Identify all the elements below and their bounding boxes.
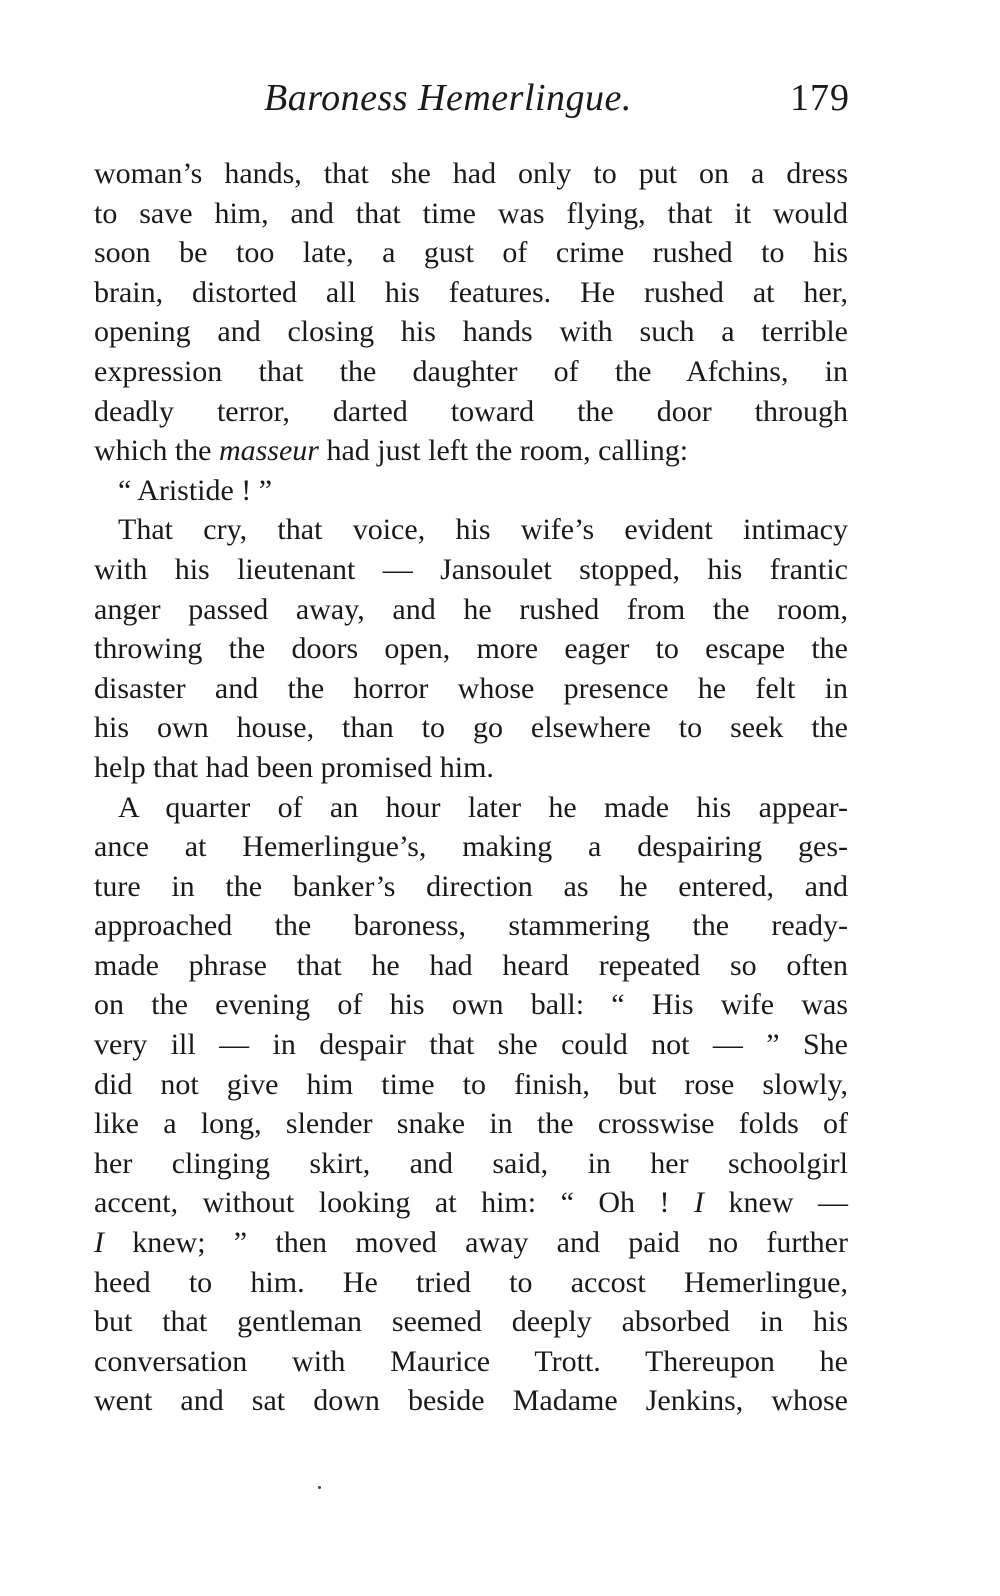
- italic-word: I: [94, 1226, 104, 1260]
- text-line: soon be too late, a gust of crime rushed to his: [94, 236, 848, 270]
- text-line: A quarter of an hour later he made his appear-: [118, 790, 848, 824]
- text-line: heed to him. He tried to accost Hemerlingue,: [94, 1265, 848, 1299]
- text-line: I knew; ” then moved away and paid no further: [94, 1226, 848, 1260]
- text-line: “ Aristide ! ”: [118, 473, 273, 507]
- text-line: approached the baroness, stammering the ready-: [94, 909, 848, 943]
- text-line: very ill — in despair that she could not — ” She: [94, 1028, 848, 1062]
- text-line: ture in the banker’s direction as he entered, and: [94, 869, 848, 903]
- text-line: woman’s hands, that she had only to put on a dress: [94, 157, 848, 190]
- text-line: went and sat down beside Madame Jenkins, whose: [94, 1384, 848, 1418]
- text-line: with his lieutenant — Jansoulet stopped, his frantic: [94, 552, 848, 586]
- text-line: on the evening of his own ball: “ His wife was: [94, 988, 848, 1022]
- text-line: help that had been promised him.: [94, 750, 494, 784]
- text-line: accent, without looking at him: “ Oh ! I knew —: [94, 1186, 849, 1220]
- text-line: like a long, slender snake in the crosswise folds of: [94, 1107, 848, 1141]
- page-number: 179: [790, 77, 850, 119]
- body-text: [94, 154, 848, 1421]
- text-line: opening and closing his hands with such a terrible: [94, 315, 848, 349]
- running-title: Baroness Hemerlingue.: [264, 77, 632, 119]
- text-line: which the masseur had just left the room, calling:: [94, 434, 689, 468]
- italic-word: masseur: [218, 434, 319, 468]
- text-line: disaster and the horror whose presence he felt in: [94, 671, 848, 705]
- paper-speck: [318, 1486, 321, 1489]
- text-line: his own house, than to go elsewhere to seek the: [94, 711, 848, 745]
- italic-word: I: [694, 1186, 705, 1220]
- text-line: anger passed away, and he rushed from the room,: [94, 592, 848, 626]
- text-line: conversation with Maurice Trott. Thereupon he: [94, 1344, 848, 1378]
- text-line: throwing the doors open, more eager to escape the: [94, 632, 848, 666]
- text-line: deadly terror, darted toward the door through: [94, 394, 848, 428]
- text-line: expression that the daughter of the Afchins, in: [94, 354, 848, 388]
- text-line: her clinging skirt, and said, in her schoolgirl: [94, 1146, 848, 1180]
- text-line: made phrase that he had heard repeated so often: [94, 948, 848, 982]
- text-line: to save him, and that time was flying, that it would: [94, 196, 848, 230]
- running-head: [94, 76, 850, 126]
- text-line: That cry, that voice, his wife’s evident intimacy: [118, 513, 848, 547]
- text-line: brain, distorted all his features. He rushed at her,: [94, 275, 848, 309]
- text-line: ance at Hemerlingue’s, making a despairing ges-: [94, 830, 848, 864]
- text-line: did not give him time to finish, but rose slowly,: [94, 1067, 848, 1101]
- text-line: but that gentleman seemed deeply absorbed in his: [94, 1305, 848, 1339]
